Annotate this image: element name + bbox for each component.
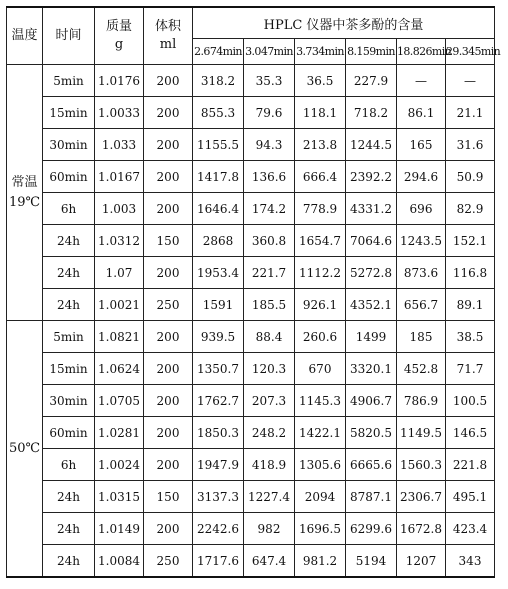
content-cell: 152.1 <box>446 225 495 257</box>
content-cell: 4352.1 <box>346 289 397 321</box>
volume-cell: 200 <box>144 417 193 449</box>
volume-cell: 200 <box>144 161 193 193</box>
volume-cell: 200 <box>144 321 193 353</box>
content-cell: 88.4 <box>244 321 295 353</box>
content-cell: 1350.7 <box>193 353 244 385</box>
content-cell: 1244.5 <box>346 129 397 161</box>
header-volume <box>144 7 193 65</box>
volume-cell: 200 <box>144 129 193 161</box>
time-cell: 60min <box>43 161 95 193</box>
content-cell: 1560.3 <box>397 449 446 481</box>
content-cell: — <box>446 65 495 97</box>
table-row <box>7 449 495 481</box>
content-cell: 1717.6 <box>193 545 244 578</box>
content-cell: 2392.2 <box>346 161 397 193</box>
mass-cell: 1.0315 <box>95 481 144 513</box>
content-cell: 100.5 <box>446 385 495 417</box>
table-row <box>7 513 495 545</box>
content-cell: 146.5 <box>446 417 495 449</box>
content-cell: 423.4 <box>446 513 495 545</box>
content-cell: 4906.7 <box>346 385 397 417</box>
mass-cell: 1.07 <box>95 257 144 289</box>
content-cell: 2868 <box>193 225 244 257</box>
content-cell: 1145.3 <box>295 385 346 417</box>
content-cell: 213.8 <box>295 129 346 161</box>
content-cell: 7064.6 <box>346 225 397 257</box>
content-cell: 1672.8 <box>397 513 446 545</box>
content-cell: 3320.1 <box>346 353 397 385</box>
header-rt-1: 2.674min <box>193 39 244 65</box>
time-cell: 5min <box>43 321 95 353</box>
content-cell: 696 <box>397 193 446 225</box>
content-cell: 656.7 <box>397 289 446 321</box>
table-row <box>7 225 495 257</box>
header-rt-2: 3.047min <box>244 39 295 65</box>
content-cell: 120.3 <box>244 353 295 385</box>
volume-cell: 250 <box>144 289 193 321</box>
volume-cell: 200 <box>144 449 193 481</box>
content-cell: 1305.6 <box>295 449 346 481</box>
content-cell: 778.9 <box>295 193 346 225</box>
content-cell: 221.8 <box>446 449 495 481</box>
time-cell: 6h <box>43 193 95 225</box>
content-cell: 6299.6 <box>346 513 397 545</box>
temperature-label: 常温 <box>11 174 38 190</box>
header-volume-unit: ml <box>159 37 177 52</box>
table-row <box>7 289 495 321</box>
content-cell: 94.3 <box>244 129 295 161</box>
temperature-label: 50℃ <box>8 440 41 456</box>
content-cell: 939.5 <box>193 321 244 353</box>
content-cell: 1953.4 <box>193 257 244 289</box>
content-cell: 1155.5 <box>193 129 244 161</box>
content-cell: 1207 <box>397 545 446 578</box>
time-cell: 24h <box>43 257 95 289</box>
volume-cell: 200 <box>144 193 193 225</box>
content-cell: 873.6 <box>397 257 446 289</box>
volume-cell: 200 <box>144 65 193 97</box>
volume-cell: 150 <box>144 481 193 513</box>
content-cell: 1654.7 <box>295 225 346 257</box>
content-cell: 21.1 <box>446 97 495 129</box>
header-rt-5: 18.826min <box>397 39 446 65</box>
mass-cell: 1.0149 <box>95 513 144 545</box>
content-cell: 1850.3 <box>193 417 244 449</box>
table-row <box>7 129 495 161</box>
content-cell: 86.1 <box>397 97 446 129</box>
table-row <box>7 193 495 225</box>
content-cell: 452.8 <box>397 353 446 385</box>
content-cell: 2242.6 <box>193 513 244 545</box>
content-cell: 1112.2 <box>295 257 346 289</box>
content-cell: 1422.1 <box>295 417 346 449</box>
mass-cell: 1.0024 <box>95 449 144 481</box>
content-cell: 666.4 <box>295 161 346 193</box>
hplc-data-table <box>6 6 501 578</box>
time-cell: 24h <box>43 481 95 513</box>
content-cell: 71.7 <box>446 353 495 385</box>
time-cell: 15min <box>43 97 95 129</box>
content-cell: 4331.2 <box>346 193 397 225</box>
time-cell: 60min <box>43 417 95 449</box>
content-cell: 981.2 <box>295 545 346 578</box>
content-cell: 718.2 <box>346 97 397 129</box>
mass-cell: 1.0033 <box>95 97 144 129</box>
content-cell: 174.2 <box>244 193 295 225</box>
content-cell: 1417.8 <box>193 161 244 193</box>
table-row <box>7 417 495 449</box>
header-hplc-group: HPLC 仪器中茶多酚的含量 <box>193 7 495 39</box>
content-cell: 31.6 <box>446 129 495 161</box>
content-cell: 35.3 <box>244 65 295 97</box>
content-cell: 82.9 <box>446 193 495 225</box>
content-cell: 1243.5 <box>397 225 446 257</box>
temperature-group-cell <box>7 65 43 321</box>
content-cell: 36.5 <box>295 65 346 97</box>
volume-cell: 200 <box>144 97 193 129</box>
content-cell: 855.3 <box>193 97 244 129</box>
content-cell: 116.8 <box>446 257 495 289</box>
content-cell: 38.5 <box>446 321 495 353</box>
time-cell: 30min <box>43 385 95 417</box>
content-cell: 8787.1 <box>346 481 397 513</box>
content-cell: 926.1 <box>295 289 346 321</box>
content-cell: 418.9 <box>244 449 295 481</box>
header-rt-4: 8.159min <box>346 39 397 65</box>
time-cell: 24h <box>43 225 95 257</box>
content-cell: 5194 <box>346 545 397 578</box>
content-cell: 343 <box>446 545 495 578</box>
content-cell: 248.2 <box>244 417 295 449</box>
mass-cell: 1.003 <box>95 193 144 225</box>
mass-cell: 1.0167 <box>95 161 144 193</box>
content-cell: 136.6 <box>244 161 295 193</box>
table-row <box>7 161 495 193</box>
table-row <box>7 481 495 513</box>
content-cell: 6665.6 <box>346 449 397 481</box>
table-row <box>7 385 495 417</box>
temperature-group-cell <box>7 321 43 578</box>
content-cell: 1227.4 <box>244 481 295 513</box>
header-rt-3: 3.734min <box>295 39 346 65</box>
table-row <box>7 97 495 129</box>
content-cell: 294.6 <box>397 161 446 193</box>
content-cell: 2094 <box>295 481 346 513</box>
header-rt-6: 29.345min <box>446 39 495 65</box>
table-row <box>7 65 495 97</box>
mass-cell: 1.0312 <box>95 225 144 257</box>
content-cell: 2306.7 <box>397 481 446 513</box>
content-cell: 3137.3 <box>193 481 244 513</box>
content-cell: 185.5 <box>244 289 295 321</box>
table-row <box>7 321 495 353</box>
content-cell: 1149.5 <box>397 417 446 449</box>
time-cell: 30min <box>43 129 95 161</box>
volume-cell: 200 <box>144 385 193 417</box>
volume-cell: 250 <box>144 545 193 578</box>
time-cell: 6h <box>43 449 95 481</box>
content-cell: 260.6 <box>295 321 346 353</box>
content-cell: 1696.5 <box>295 513 346 545</box>
content-cell: 1762.7 <box>193 385 244 417</box>
table-row <box>7 257 495 289</box>
content-cell: 360.8 <box>244 225 295 257</box>
content-cell: 1591 <box>193 289 244 321</box>
header-time: 时间 <box>43 7 95 65</box>
header-mass-label: 质量 <box>105 19 132 34</box>
volume-cell: 200 <box>144 353 193 385</box>
header-mass <box>95 7 144 65</box>
content-cell: 1499 <box>346 321 397 353</box>
header-row-1 <box>7 7 495 39</box>
time-cell: 24h <box>43 513 95 545</box>
content-cell: 647.4 <box>244 545 295 578</box>
volume-cell: 150 <box>144 225 193 257</box>
content-cell: 318.2 <box>193 65 244 97</box>
content-cell: 227.9 <box>346 65 397 97</box>
content-cell: 79.6 <box>244 97 295 129</box>
header-mass-unit: g <box>114 37 124 52</box>
mass-cell: 1.0021 <box>95 289 144 321</box>
content-cell: 495.1 <box>446 481 495 513</box>
time-cell: 15min <box>43 353 95 385</box>
volume-cell: 200 <box>144 257 193 289</box>
mass-cell: 1.0624 <box>95 353 144 385</box>
mass-cell: 1.0821 <box>95 321 144 353</box>
content-cell: 118.1 <box>295 97 346 129</box>
content-cell: 786.9 <box>397 385 446 417</box>
content-cell: 5820.5 <box>346 417 397 449</box>
content-cell: — <box>397 65 446 97</box>
mass-cell: 1.033 <box>95 129 144 161</box>
content-cell: 165 <box>397 129 446 161</box>
mass-cell: 1.0084 <box>95 545 144 578</box>
content-cell: 50.9 <box>446 161 495 193</box>
temperature-value: 19℃ <box>8 194 41 210</box>
time-cell: 24h <box>43 289 95 321</box>
header-temperature: 温度 <box>7 7 43 65</box>
content-cell: 221.7 <box>244 257 295 289</box>
mass-cell: 1.0176 <box>95 65 144 97</box>
content-cell: 1646.4 <box>193 193 244 225</box>
mass-cell: 1.0281 <box>95 417 144 449</box>
content-cell: 207.3 <box>244 385 295 417</box>
table-body <box>7 65 495 578</box>
mass-cell: 1.0705 <box>95 385 144 417</box>
time-cell: 5min <box>43 65 95 97</box>
content-cell: 89.1 <box>446 289 495 321</box>
table-row <box>7 353 495 385</box>
volume-cell: 200 <box>144 513 193 545</box>
table-header <box>7 7 501 65</box>
table-row <box>7 545 495 578</box>
content-cell: 185 <box>397 321 446 353</box>
time-cell: 24h <box>43 545 95 578</box>
content-cell: 1947.9 <box>193 449 244 481</box>
content-cell: 5272.8 <box>346 257 397 289</box>
content-cell: 670 <box>295 353 346 385</box>
content-cell: 982 <box>244 513 295 545</box>
header-volume-label: 体积 <box>154 19 181 34</box>
